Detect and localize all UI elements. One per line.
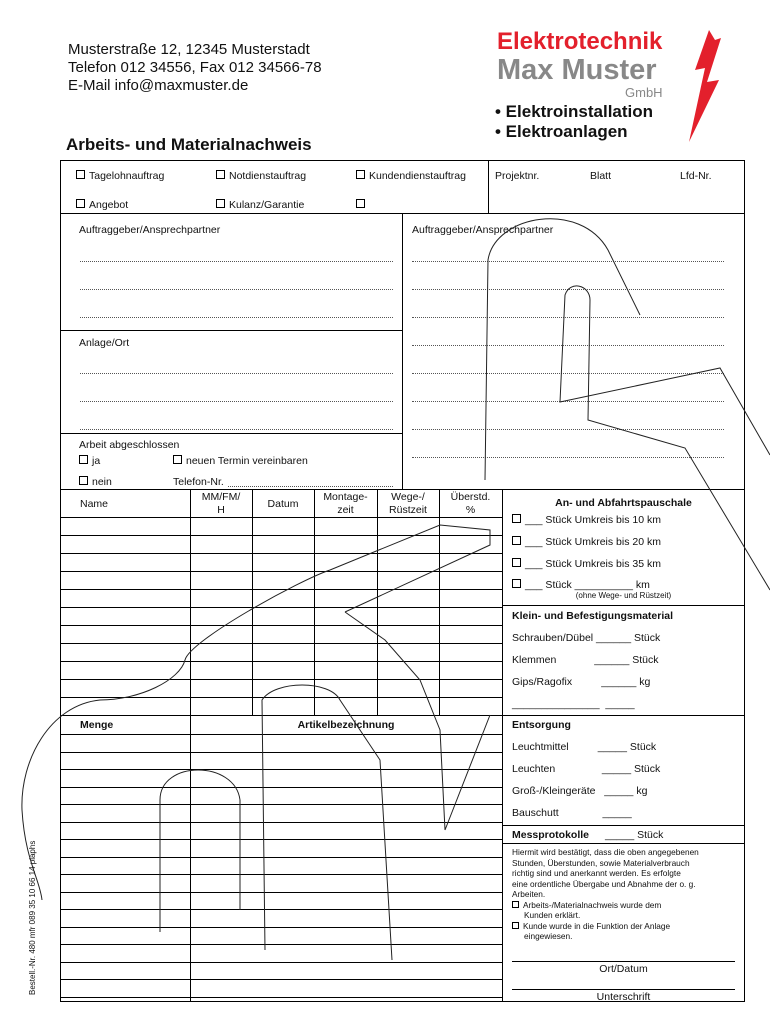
travel-title: An- und Abfahrtspauschale <box>555 497 692 509</box>
checkbox-kundendienst[interactable]: Kundendienstauftrag <box>356 170 466 182</box>
disposal-row-4: Bauschutt _____ <box>512 807 632 819</box>
brand-bullet-1: • Elektroinstallation <box>495 102 654 121</box>
checkbox-notdienst[interactable]: Notdienstauftrag <box>216 170 306 182</box>
small-material-row-2: Klemmen ______ Stück <box>512 654 659 666</box>
label-auftraggeber-right: Auftraggeber/Ansprechpartner <box>412 224 554 236</box>
disposal-row-1: Leuchtmittel _____ Stück <box>512 741 657 753</box>
brand-line2: Max Muster <box>497 54 657 86</box>
brand-line1: Elektrotechnik <box>497 28 663 55</box>
checkbox-kulanz[interactable]: Kulanz/Garantie <box>216 199 304 211</box>
small-material-row-1: Schrauben/Dübel ______ Stück <box>512 632 661 644</box>
travel-note: (ohne Wege- und Rüstzeit) <box>575 591 672 600</box>
col-datum: Datum <box>267 498 299 510</box>
checkbox-angebot[interactable]: Angebot <box>76 199 128 211</box>
col-mmfmh: MM/FM/ H <box>201 491 241 516</box>
label-auftraggeber-left: Auftraggeber/Ansprechpartner <box>79 224 221 236</box>
label-projektnr: Projektnr. <box>495 170 540 182</box>
label-unterschrift: Unterschrift <box>596 991 651 1003</box>
small-material-row-3: Gips/Ragofix ______ kg <box>512 676 651 688</box>
disposal-title: Entsorgung <box>512 719 571 731</box>
address-phone: Telefon 012 34556, Fax 012 34566-78 <box>68 59 322 76</box>
confirmation-text: Hiermit wird bestätigt, dass die oben angegebenen Stunden, Überstunden, sowie Materialverbrauch richtig sind und anerkannt werden. Es erfolgte eine ordentliche Übergabe und Abnahme der o. g. Arbeiten. Arbeits-/Materialnachweis wurde dem Kunden erklärt. Kunde wurde in die Funktion der Anlage eingewiesen. <box>512 847 699 941</box>
label-ort-datum: Ort/Datum <box>599 963 648 975</box>
col-name: Name <box>80 498 109 510</box>
address-email: E-Mail info@maxmuster.de <box>68 77 249 94</box>
checkbox-erklaert[interactable]: Arbeits-/Materialnachweis wurde dem <box>512 900 699 911</box>
col-ueberstunden: Überstd. % <box>450 491 491 516</box>
checkbox-nein[interactable]: nein <box>79 476 112 488</box>
col-menge: Menge <box>80 719 114 731</box>
disposal-row-3: Groß-/Kleingeräte _____ kg <box>512 785 648 797</box>
disposal-row-2: Leuchten _____ Stück <box>512 763 661 775</box>
page-title: Arbeits- und Materialnachweis <box>66 135 312 154</box>
label-blatt: Blatt <box>590 170 612 182</box>
label-lfd: Lfd-Nr. <box>680 170 712 182</box>
brand-line3: GmbH <box>625 85 663 100</box>
protocol-title: Messprotokolle <box>512 829 590 841</box>
label-arbeit-abgeschlossen: Arbeit abgeschlossen <box>79 439 180 451</box>
label-telefon: Telefon-Nr. <box>173 476 224 488</box>
label-anlage: Anlage/Ort <box>79 337 130 349</box>
protocol-value: _____ Stück <box>605 829 664 841</box>
col-artikel: Artikelbezeichnung <box>297 719 395 731</box>
col-montagezeit: Montage- zeit <box>323 491 368 516</box>
travel-row-4[interactable]: ___ Stück __________ km <box>512 579 650 591</box>
checkbox-tagelohn[interactable]: Tagelohnauftrag <box>76 170 164 182</box>
brand-bullet-2: • Elektroanlagen <box>495 122 628 141</box>
address-street: Musterstraße 12, 12345 Musterstadt <box>68 41 310 58</box>
checkbox-neuer-termin[interactable]: neuen Termin vereinbaren <box>173 455 308 467</box>
side-print: Bestell.-Nr. 480 mfr 089 35 10 66 14 plaphs <box>28 840 37 995</box>
small-material-row-4: _______________ _____ <box>512 698 635 710</box>
checkbox-eingewiesen[interactable]: Kunde wurde in die Funktion der Anlage <box>512 921 699 932</box>
travel-row-1[interactable]: ___ Stück Umkreis bis 10 km <box>512 514 661 526</box>
travel-row-2[interactable]: ___ Stück Umkreis bis 20 km <box>512 536 661 548</box>
small-material-title: Klein- und Befestigungsmaterial <box>512 610 674 622</box>
checkbox-ja[interactable]: ja <box>79 455 100 467</box>
col-wegezeit: Wege-/ Rüstzeit <box>389 491 427 516</box>
travel-row-3[interactable]: ___ Stück Umkreis bis 35 km <box>512 558 661 570</box>
